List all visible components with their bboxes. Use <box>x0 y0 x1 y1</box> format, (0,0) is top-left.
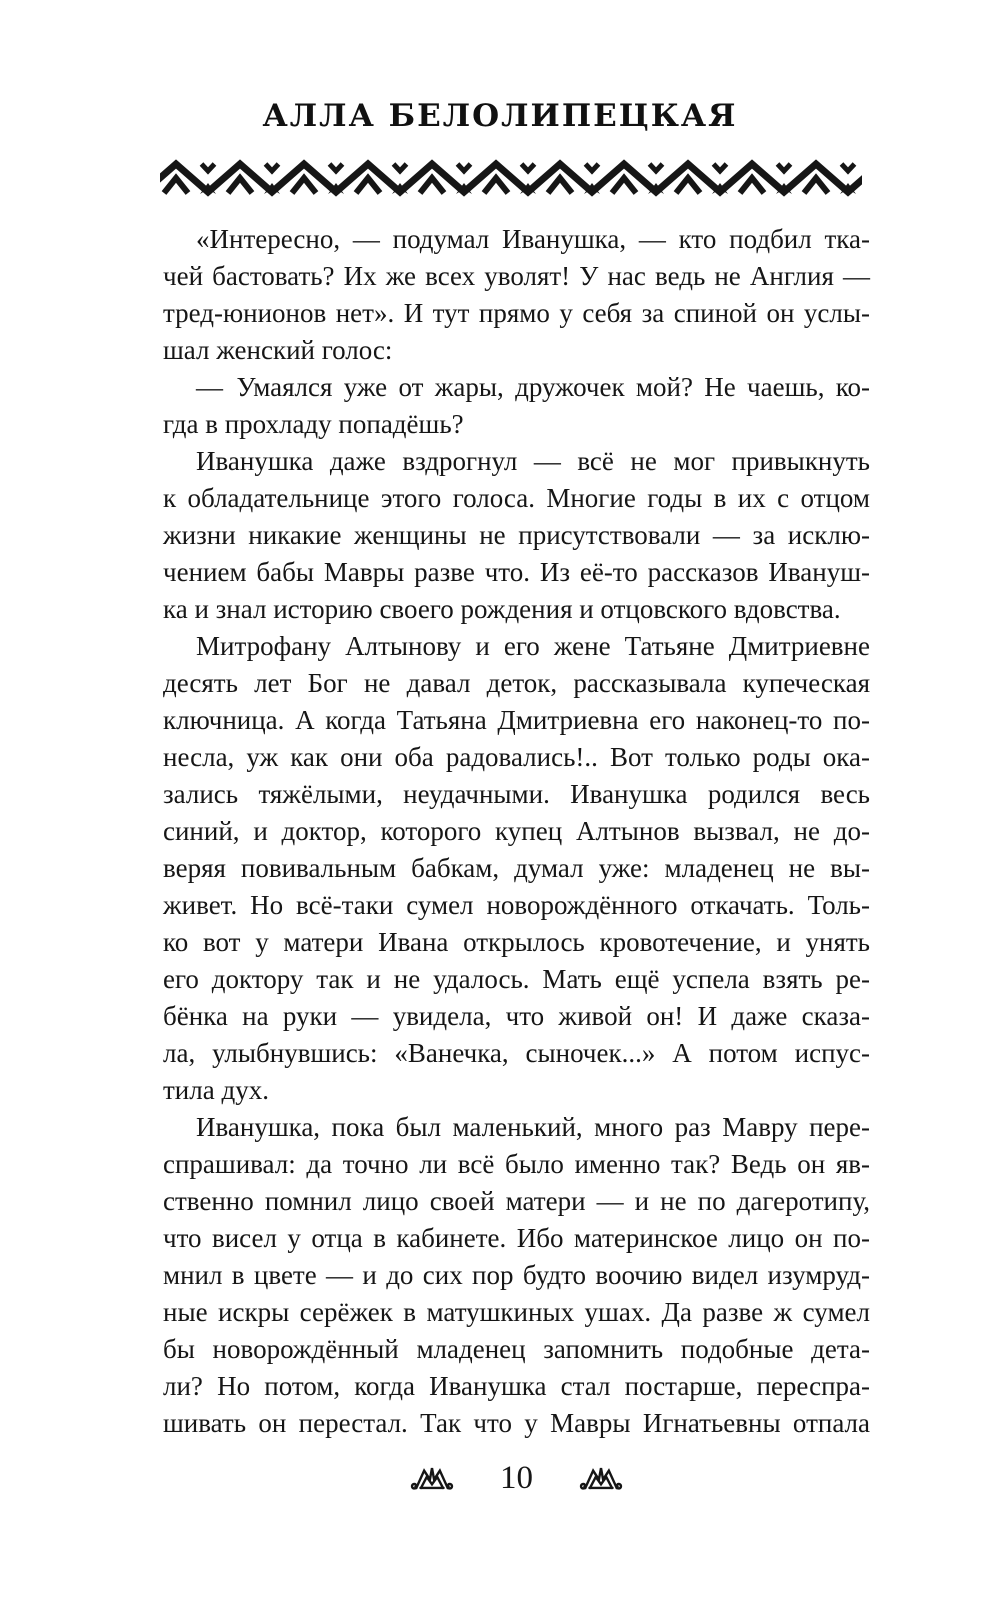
text-line: шивать он перестал. Так что у Мавры Игнатьевны отпала <box>163 1408 870 1438</box>
text-line: ко вот у матери Ивана открылось кровотечение, и унять <box>163 927 870 957</box>
text-line: Иванушка, пока был маленький, много раз Мавру пере- <box>196 1112 870 1142</box>
text-line: тред-юнионов нет». И тут прямо у себя за спиной он услы- <box>163 298 870 328</box>
text-line: бёнка на руки — увидела, что живой он! И даже сказа- <box>163 1001 870 1031</box>
text-line: ственно помнил лицо своей матери — и не по дагеротипу, <box>163 1186 870 1216</box>
text-line: мнил в цвете — и до сих пор будто воочию видел изумруд- <box>163 1260 870 1290</box>
text-line: Иванушка даже вздрогнул — всё не мог привыкнуть <box>196 446 870 476</box>
zigzag-ornament-band-icon <box>160 158 862 198</box>
text-line: «Интересно, — подумал Иванушка, — кто подбил тка- <box>196 224 870 254</box>
text-line: тила дух. <box>163 1075 269 1105</box>
page-footer <box>163 1460 870 1496</box>
text-line: ла, улыбнувшись: «Ванечка, сыночек...» А потом испус- <box>163 1038 870 1068</box>
text-line: жизни никакие женщины не присутствовали — за исклю- <box>163 520 870 550</box>
text-line: — Умаялся уже от жары, дружочек мой? Не чаешь, ко- <box>196 372 870 402</box>
lotus-flourish-left-icon <box>410 1463 454 1493</box>
text-line: живет. Но всё-таки сумел новорождённого откачать. Толь- <box>163 890 870 920</box>
text-line: синий, и доктор, которого купец Алтынов вызвал, не до- <box>163 816 870 846</box>
text-line: ключница. А когда Татьяна Дмитриевна его наконец-то по- <box>163 705 870 735</box>
text-line: веряя повивальным бабкам, думал уже: младенец не вы- <box>163 853 870 883</box>
text-line: зались тяжёлыми, неудачными. Иванушка родился весь <box>163 779 870 809</box>
text-line: спрашивал: да точно ли всё было именно так? Ведь он яв- <box>163 1149 870 1179</box>
page-number: 10 <box>500 1460 533 1496</box>
text-line: гда в прохладу попадёшь? <box>163 409 464 439</box>
text-line: ли? Но потом, когда Иванушка стал постарше, переспра- <box>163 1371 870 1401</box>
text-line: бы новорождённый младенец запомнить подобные дета- <box>163 1334 870 1364</box>
text-line: что висел у отца в кабинете. Ибо материнское лицо он по- <box>163 1223 870 1253</box>
text-line: его доктору так и не удалось. Мать ещё успела взять ре- <box>163 964 870 994</box>
text-line: ные искры серёжек в матушкиных ушах. Да разве ж сумел <box>163 1297 870 1327</box>
lotus-flourish-right-icon <box>579 1463 623 1493</box>
page-title: АЛЛА БЕЛОЛИПЕЦКАЯ <box>262 98 738 134</box>
text-line: чей бастовать? Их же всех уволят! У нас ведь не Англия — <box>163 261 870 291</box>
text-line: Митрофану Алтынову и его жене Татьяне Дмитриевне <box>196 631 870 661</box>
text-line: несла, уж как они оба радовались!.. Вот только роды ока- <box>163 742 870 772</box>
text-block <box>163 221 870 1442</box>
text-line: ка и знал историю своего рождения и отцовского вдовства. <box>163 594 841 624</box>
text-line: к обладательнице этого голоса. Многие годы в их с отцом <box>163 483 870 513</box>
text-line: десять лет Бог не давал деток, рассказывала купеческая <box>163 668 870 698</box>
text-line: шал женский голос: <box>163 335 393 365</box>
text-line: чением бабы Мавры разве что. Из её-то рассказов Ивануш- <box>163 557 870 587</box>
